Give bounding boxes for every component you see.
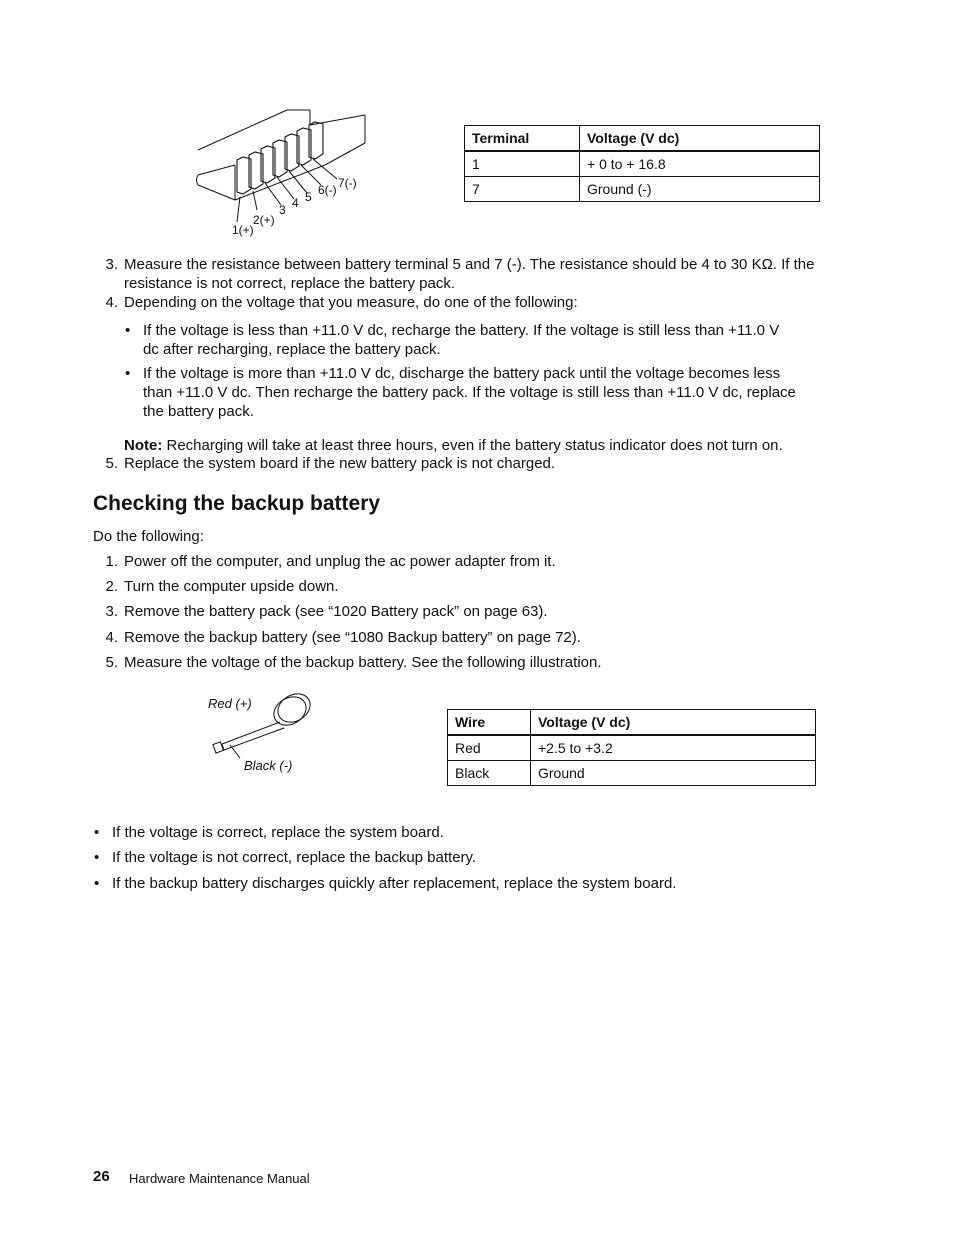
section-title: Checking the backup battery: [93, 492, 381, 515]
page-number: 26: [93, 1168, 110, 1185]
step-number: 1.: [105, 553, 118, 570]
bullet-text: If the voltage is more than +11.0 V dc, discharge the battery pack until the voltage becomes less: [143, 365, 781, 382]
step-text: Measure the voltage of the backup battery. See the following illustration.: [124, 654, 602, 671]
table-header: Wire: [448, 710, 531, 736]
connector-label: 2(+): [253, 213, 275, 227]
step-text: resistance is not correct, replace the battery pack.: [124, 275, 455, 292]
bullet-text: If the voltage is not correct, replace the backup battery.: [112, 849, 477, 866]
bullet-glyph: •: [125, 365, 131, 382]
note-text: Recharging will take at least three hours, even if the battery status indicator does not turn on.: [162, 437, 783, 454]
table-cell: Ground: [531, 761, 816, 786]
table-header-row: [448, 710, 816, 736]
wire-label-black: Black (-): [244, 758, 293, 773]
step-text: Power off the computer, and unplug the ac power adapter from it.: [124, 553, 556, 570]
battery-connector-illustration: [195, 105, 370, 245]
bullet-text: the battery pack.: [143, 403, 254, 420]
table-row: [448, 761, 816, 786]
table-cell: Red: [448, 735, 531, 761]
connector-label: 4: [292, 196, 299, 210]
step-number: 4.: [105, 294, 118, 311]
note: [124, 436, 783, 455]
bullet-text: If the voltage is less than +11.0 V dc, recharge the battery. If the voltage is still less than +11.0 V: [143, 322, 780, 339]
table-cell: Ground (-): [580, 177, 820, 202]
table-cell: 7: [465, 177, 580, 202]
connector-label: 7(-): [338, 176, 357, 190]
table-cell: Black: [448, 761, 531, 786]
connector-label: 3: [279, 203, 286, 217]
intro-text: Do the following:: [93, 528, 204, 545]
table-cell: + 0 to + 16.8: [580, 151, 820, 177]
backup-battery-illustration: [200, 688, 320, 778]
bullet-glyph: •: [94, 824, 100, 841]
table-header: Voltage (V dc): [531, 710, 816, 736]
step-text: Turn the computer upside down.: [124, 578, 339, 595]
bullet-text: than +11.0 V dc. Then recharge the battery pack. If the voltage is still less than +11.0 V dc, replace: [143, 384, 796, 401]
note-label: Note:: [124, 437, 163, 454]
footer-title: Hardware Maintenance Manual: [129, 1171, 310, 1186]
step-number: 3.: [105, 603, 118, 620]
step-text: Remove the battery pack (see “1020 Battery pack” on page 63).: [124, 603, 548, 620]
connector-label: 6(-): [318, 183, 337, 197]
step-text: Depending on the voltage that you measure, do one of the following:: [124, 294, 578, 311]
step-text: Measure the resistance between battery terminal 5 and 7 (-). The resistance should be 4 to 30 KΩ. If the: [124, 256, 815, 273]
step-number: 4.: [105, 629, 118, 646]
table-header: Voltage (V dc): [580, 126, 820, 152]
bullet-glyph: •: [94, 849, 100, 866]
wire-label-red: Red (+): [208, 696, 252, 711]
table-row: [465, 151, 820, 177]
wire-voltage-table: [447, 709, 816, 786]
table-header: Terminal: [465, 126, 580, 152]
step-number: 5.: [105, 455, 118, 472]
step-number: 5.: [105, 654, 118, 671]
connector-label: 1(+): [232, 223, 254, 237]
terminal-voltage-table: [464, 125, 820, 202]
table-header-row: [465, 126, 820, 152]
bullet-text: If the backup battery discharges quickly after replacement, replace the system board.: [112, 875, 677, 892]
table-cell: 1: [465, 151, 580, 177]
table-cell: +2.5 to +3.2: [531, 735, 816, 761]
step-text: Remove the backup battery (see “1080 Backup battery” on page 72).: [124, 629, 581, 646]
bullet-glyph: •: [94, 875, 100, 892]
step-number: 2.: [105, 578, 118, 595]
table-row: [465, 177, 820, 202]
step-number: 3.: [105, 256, 118, 273]
connector-label: 5: [305, 190, 312, 204]
table-row: [448, 735, 816, 761]
bullet-glyph: •: [125, 322, 131, 339]
step-text: Replace the system board if the new battery pack is not charged.: [124, 455, 556, 472]
bullet-text: If the voltage is correct, replace the system board.: [112, 824, 444, 841]
bullet-text: dc after recharging, replace the battery pack.: [143, 341, 441, 358]
